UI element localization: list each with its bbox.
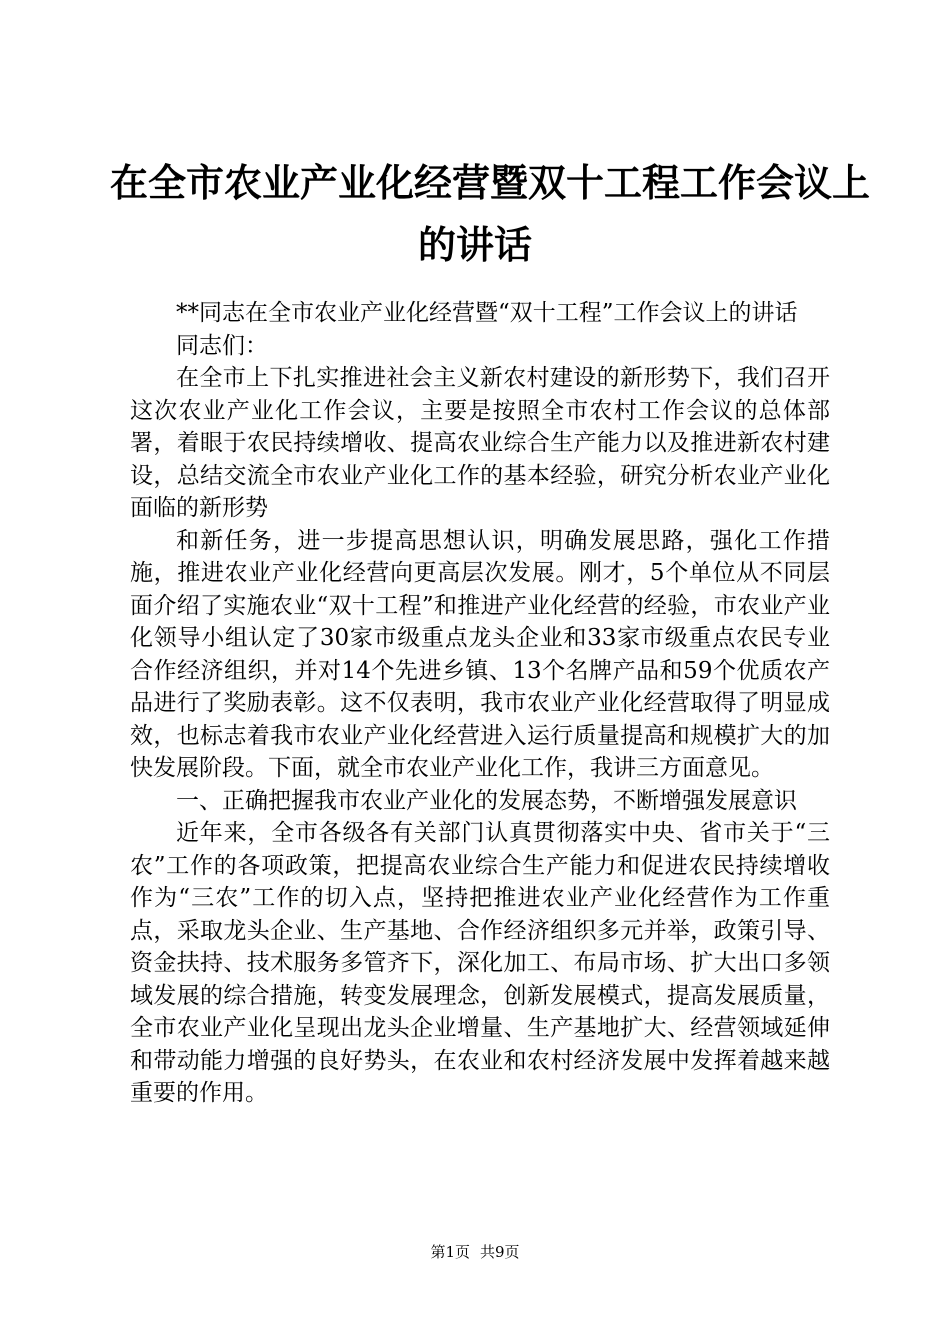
body-paragraph: 和新任务，进一步提高思想认识，明确发展思路，强化工作措施，推进农业产业化经营向更高层次发展。刚才，5个单位从不同层面介绍了实施农业“双十工程”和推进产业化经营的经验，市农业产业化领导小组认定了30家市级重点龙头企业和33家市级重点农民专业合作经济组织，并对14个先进乡镇、13个名牌产品和59个优质农产品进行了奖励表彰。这不仅表明，我市农业产业化经营取得了明显成效，也标志着我市农业产业化经营进入运行质量提高和规模扩大的加快发展阶段。下面，就全市农业产业化工作，我讲三方面意见。 <box>130 527 830 781</box>
document-title <box>110 152 871 276</box>
body-paragraph: 在全市上下扎实推进社会主义新农村建设的新形势下，我们召开这次农业产业化工作会议，主要是按照全市农村工作会议的总体部署，着眼于农民持续增收、提高农业综合生产能力以及推进新农村建设，总结交流全市农业产业化工作的基本经验，研究分析农业产业化面临的新形势 <box>130 365 830 521</box>
speech-subtitle: **同志在全市农业产业化经营暨“双十工程”工作会议上的讲话 <box>176 300 798 326</box>
title-line-1: 在全市农业产业化经营暨双十工程工作会议上 <box>110 161 871 205</box>
document-body <box>130 297 830 1110</box>
title-line-2: 的讲话 <box>417 223 532 267</box>
page-footer <box>0 1242 950 1262</box>
body-paragraph: 近年来，全市各级各有关部门认真贯彻落实中央、省市关于“三农”工作的各项政策，把提高农业综合生产能力和促进农民持续增收作为“三农”工作的切入点，坚持把推进农业产业化经营作为工作重点，采取龙头企业、生产基地、合作经济组织多元并举，政策引导、资金扶持、技术服务多管齐下，深化加工、布局市场、扩大出口多领域发展的综合措施，转变发展理念，创新发展模式，提高发展质量，全市农业产业化呈现出龙头企业增量、生产基地扩大、经营领域延伸和带动能力增强的良好势头，在农业和农村经济发展中发挥着越来越重要的作用。 <box>130 820 830 1106</box>
section-heading: 一、正确把握我市农业产业化的发展态势，不断增强发展意识 <box>176 787 797 814</box>
page-count: 共9页 <box>480 1243 520 1261</box>
page-number: 第1页 <box>430 1243 470 1261</box>
salutation: 同志们： <box>176 332 268 359</box>
